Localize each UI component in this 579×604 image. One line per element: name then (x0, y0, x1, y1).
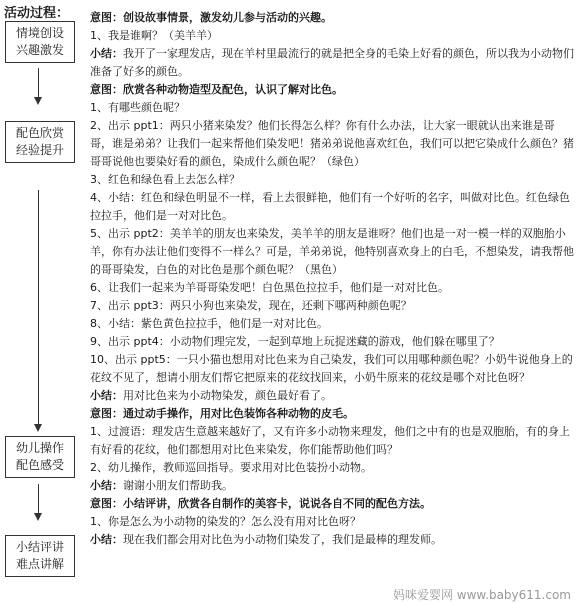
stage-box-summary (5, 535, 75, 577)
summary-text: 用对比色来为小动物染发，颜色最好看了。 (123, 389, 332, 402)
arrow-down-icon (34, 513, 42, 521)
step-paragraph: 8、小结：紫色黄色拉拉手，他们是一对对比色。 (90, 317, 328, 330)
step-paragraph: 3、红色和绿色看上去怎么样？ (90, 173, 240, 186)
summary-text: 谢谢小朋友们帮助我。 (123, 479, 233, 492)
stage-label-line: 情境创设 (15, 26, 64, 40)
intent-heading: 意图：小结评讲，欣赏各自制作的美容卡，说说各自不同的配色方法。 (90, 497, 431, 510)
stage-box-operation (5, 436, 75, 478)
step-paragraph: 6、让我们一起来为羊哥哥染发吧！白色黑色拉拉手，他们是一对对比色。 (90, 281, 449, 294)
flow-arrow-line (38, 68, 39, 98)
summary-label: 小结： (90, 389, 123, 402)
step-paragraph: 10、出示 ppt5：一只小猫也想用对比色来为自己染发，我们可以用哪种颜色呢？小奶牛说他身上的花纹不见了，想请小朋友们帮它把原来的花纹找回来，小奶牛原来的花纹是哪个对比色呀？ (90, 353, 573, 384)
step-paragraph: 2、出示 ppt1：两只小猪来染发？他们长得怎么样？你有什么办法，让大家一眼就认出来谁是哥哥，谁是弟弟？让我们一起来帮他们染发吧！猪弟弟说他喜欢红色，我们可以把它染成什么颜色？猪哥哥说他也要染好看的颜色，染成什么颜色呢？（绿色） (90, 119, 574, 168)
step-paragraph: 1、你是怎么为小动物的染发的？怎么没有用对比色呀？ (90, 515, 361, 528)
activity-content (90, 9, 576, 549)
summary-label: 小结： (90, 479, 123, 492)
flow-arrow-line (38, 190, 39, 425)
summary-paragraph (90, 387, 576, 405)
step-paragraph: 1、有哪些颜色呢？ (90, 101, 185, 114)
intent-heading: 意图：通过动手操作，用对比色装饰各种动物的皮毛。 (90, 407, 354, 420)
stage-label-line: 难点讲解 (15, 557, 64, 571)
arrow-down-icon (34, 97, 42, 105)
stage-box-intro (5, 21, 75, 63)
summary-paragraph (90, 477, 576, 495)
flow-arrow-line (38, 484, 39, 514)
intent-heading: 意图：创设故事情景，激发幼儿参与活动的兴趣。 (90, 11, 332, 24)
stage-label-line: 小结评讲 (15, 540, 64, 554)
intent-heading: 意图：欣赏各种动物造型及配色，认识了解对比色。 (90, 83, 343, 96)
stage-label-line: 经验提升 (15, 143, 64, 157)
stage-label-line: 兴趣激发 (15, 43, 64, 57)
step-paragraph: 9、出示 ppt4：小动物们理完发，一起到草地上玩捉迷藏的游戏，他们躲在哪里了？ (90, 335, 500, 348)
arrow-down-icon (34, 424, 42, 432)
step-paragraph: 4、小结：红色和绿色明显不一样，看上去很鲜艳，他们有一个好听的名字，叫做对比色。红色绿色拉拉手，他们是一对对比色。 (90, 191, 570, 222)
stage-box-appreciation (5, 121, 75, 163)
summary-label: 小结： (90, 47, 123, 60)
section-title: 活动过程： (4, 6, 70, 21)
step-paragraph: 7、出示 ppt3：两只小狗也来染发，现在，还剩下哪两种颜色呢？ (90, 299, 412, 312)
watermark: 妈咪爱婴网 www.baby611.com (392, 588, 571, 602)
step-paragraph: 5、出示 ppt2：美羊羊的朋友也来染发，美羊羊的朋友是谁呀？他们也是一对一模一样的双胞胎小羊，你有办法让他们变得不一样么？可是，羊弟弟说，他特别喜欢身上的白毛，不想染发，请我帮他的哥哥染发，白色的对比色是那个颜色呢？（黑色） (90, 227, 574, 276)
summary-paragraph (90, 531, 576, 549)
summary-paragraph (90, 45, 576, 81)
stage-label-line: 配色欣赏 (15, 126, 64, 140)
stage-label-line: 配色感受 (15, 458, 64, 472)
step-paragraph: 1、过渡语：理发店生意越来越好了，又有许多小动物来理发，他们之中有的也是双胞胎，有的身上有好看的花纹，他们都想用对比色来染发，你们能帮助他们吗？ (90, 425, 570, 456)
stage-label-line: 幼儿操作 (15, 441, 64, 455)
summary-label: 小结： (90, 533, 123, 546)
summary-text: 现在我们都会用对比色为小动物们染发了，我们是最棒的理发师。 (123, 533, 442, 546)
summary-text: 我开了一家理发店，现在羊村里最流行的就是把全身的毛染上好看的颜色，所以我为小动物们准备了好多的颜色。 (90, 47, 574, 78)
step-paragraph: 1、我是谁啊？（美羊羊） (90, 29, 218, 42)
step-paragraph: 2、幼儿操作，教师巡回指导。要求用对比色装扮小动物。 (90, 461, 372, 474)
